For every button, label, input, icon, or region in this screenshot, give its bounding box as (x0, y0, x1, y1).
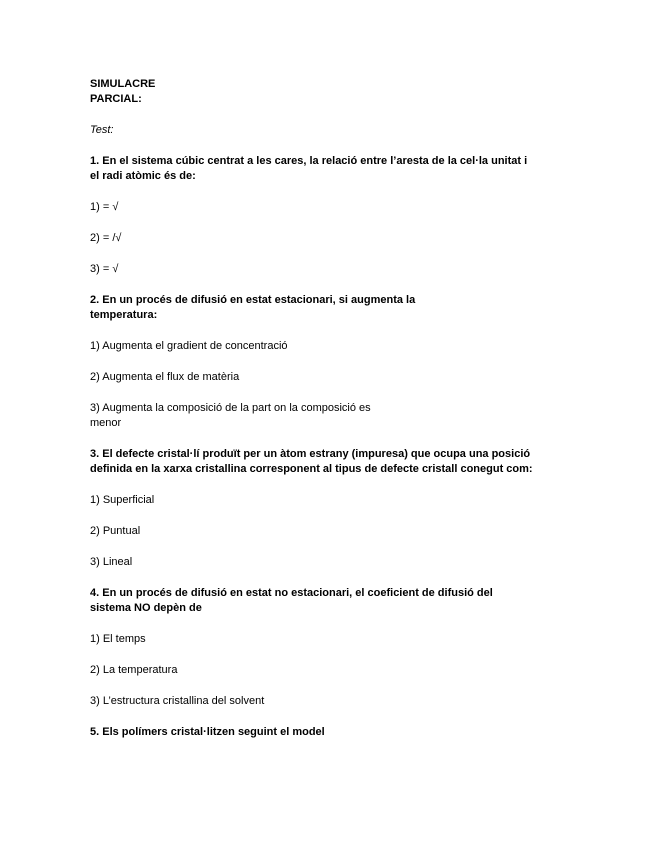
question-2-option-2: 2) Augmenta el flux de matèria (90, 371, 240, 383)
question-3-option-1: 1) Superficial (90, 494, 155, 506)
question-1-text: 1. En el sistema cúbic centrat a les cares, la relació entre l’aresta de la cel·la unitat i el radi atòmic és de: (90, 155, 528, 182)
document-title: SIMULACRE PARCIAL: (90, 78, 156, 105)
question-1-option-2: 2) = /√ (90, 232, 122, 244)
question-5-text: 5. Els polímers cristal·litzen seguint el model (90, 726, 325, 738)
document-subtitle: Test: (90, 124, 114, 136)
question-1-option-3: 3) = √ (90, 263, 119, 275)
question-2-text: 2. En un procés de difusió en estat estacionari, si augmenta la temperatura: (90, 294, 416, 321)
question-4-option-2: 2) La temperatura (90, 664, 178, 676)
document-page (90, 77, 580, 756)
question-3-option-2: 2) Puntual (90, 525, 141, 537)
question-4-option-1: 1) El temps (90, 633, 146, 645)
question-4-option-3: 3) L’estructura cristallina del solvent (90, 695, 265, 707)
question-1-option-1: 1) = √ (90, 201, 119, 213)
question-2-option-1: 1) Augmenta el gradient de concentració (90, 340, 288, 352)
question-3-text: 3. El defecte cristal·lí produït per un àtom estrany (impuresa) que ocupa una posició definida en la xarxa cristallina corresponent al tipus de defecte cristall conegut com: (90, 448, 533, 475)
question-2-option-3: 3) Augmenta la composició de la part on la composició es menor (90, 402, 371, 429)
question-3-option-3: 3) Lineal (90, 556, 133, 568)
question-4-text: 4. En un procés de difusió en estat no estacionari, el coeficient de difusió del sistema NO depèn de (90, 587, 493, 614)
